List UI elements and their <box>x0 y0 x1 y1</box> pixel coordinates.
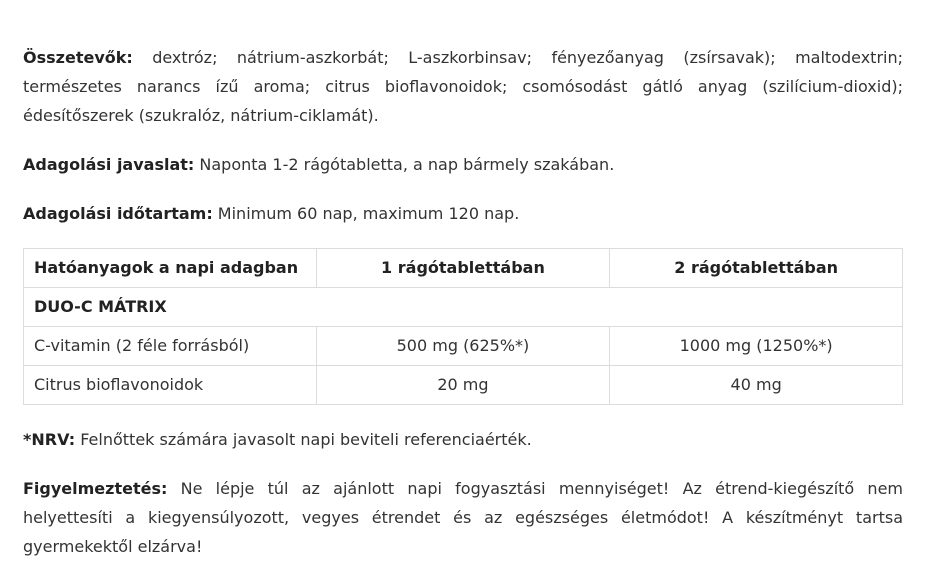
dosage-label: Adagolási javaslat: <box>23 155 195 174</box>
warning-paragraph <box>23 474 903 561</box>
ingredients-label: Összetevők: <box>23 48 133 67</box>
dosage-text: Naponta 1-2 rágótabletta, a nap bármely szakában. <box>194 155 615 174</box>
table-row <box>24 366 903 405</box>
duration-text: Minimum 60 nap, maximum 120 nap. <box>212 204 520 223</box>
table-section-title: DUO-C MÁTRIX <box>24 288 903 327</box>
table-header-cell: 2 rágótablettában <box>610 249 903 288</box>
table-cell: 1000 mg (1250%*) <box>610 327 903 366</box>
warning-label: Figyelmeztetés: <box>23 479 168 498</box>
nrv-text: Felnőttek számára javasolt napi beviteli referenciaérték. <box>75 430 532 449</box>
table-cell: C-vitamin (2 féle forrásból) <box>24 327 317 366</box>
ingredients-text: dextróz; nátrium-aszkorbát; L-aszkorbinsav; fényezőanyag (zsírsavak); maltodextrin; természetes narancs ízű aroma; citrus bioflavonoidok; csomósodást gátló anyag (szilícium-dioxid); édesítőszerek (szukralóz, nátrium-ciklamát). <box>23 48 903 125</box>
dosage-paragraph <box>23 150 903 179</box>
table-section-row <box>24 288 903 327</box>
duration-label: Adagolási időtartam: <box>23 204 213 223</box>
duration-paragraph <box>23 199 903 228</box>
table-cell: 500 mg (625%*) <box>316 327 610 366</box>
warning-text: Ne lépje túl az ajánlott napi fogyasztási mennyiséget! Az étrend-kiegészítő nem helyettesíti a kiegyensúlyozott, vegyes étrendet és az egészséges életmódot! A készítményt tartsa gyermekektől elzárva! <box>23 479 903 556</box>
table-cell: Citrus bioflavonoidok <box>24 366 317 405</box>
table-cell: 40 mg <box>610 366 903 405</box>
active-ingredients-table <box>23 248 903 405</box>
nrv-paragraph <box>23 425 903 454</box>
table-row <box>24 327 903 366</box>
table-header-row <box>24 249 903 288</box>
nrv-label: *NRV: <box>23 430 76 449</box>
table-cell: 20 mg <box>316 366 610 405</box>
product-info <box>23 43 903 561</box>
table-header-cell: 1 rágótablettában <box>316 249 610 288</box>
ingredients-paragraph <box>23 43 903 130</box>
table-header-cell: Hatóanyagok a napi adagban <box>24 249 317 288</box>
